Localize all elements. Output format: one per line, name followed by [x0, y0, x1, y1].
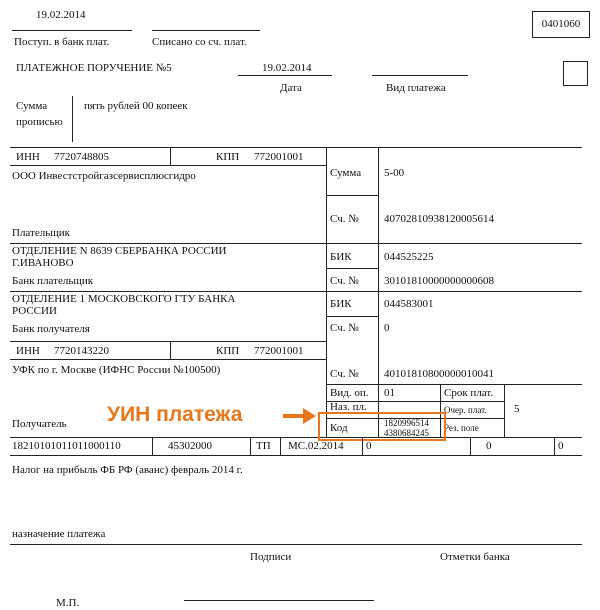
- grid-line: [10, 165, 326, 166]
- payer-bik-label: БИК: [330, 251, 352, 263]
- uin-highlight-box: [318, 412, 446, 441]
- date-line: [238, 75, 332, 76]
- grid-line: [152, 437, 153, 455]
- signatures-label: Подписи: [250, 551, 292, 563]
- op-type-label: Вид. оп.: [330, 387, 369, 399]
- payee-inn: 7720143220: [54, 345, 109, 357]
- basis-field: ТП: [256, 440, 271, 452]
- payee-bik: 044583001: [384, 298, 434, 310]
- payee-bank-account-label: Сч. №: [330, 322, 359, 334]
- grid-line: [326, 384, 582, 385]
- grid-line: [10, 544, 582, 545]
- payment-type-label: Вид платежа: [386, 82, 446, 94]
- payee-bank-name-2: РОССИИ: [12, 305, 57, 317]
- payee-bank-account: 0: [384, 322, 390, 334]
- uin-annotation: УИН платежа: [107, 403, 243, 426]
- payer-kpp: 772001001: [254, 151, 304, 163]
- payee-name: УФК по г. Москве (ИФНС России №100500): [12, 364, 221, 376]
- payee-kpp: 772001001: [254, 345, 304, 357]
- sum-value: 5-00: [384, 167, 405, 179]
- amount-words-label-1: Сумма: [16, 100, 48, 112]
- payer-inn: 7720748805: [54, 151, 109, 163]
- payer-name: ООО Инвестстройгазсервисплюсгидро: [12, 170, 196, 182]
- signature-line: [184, 600, 374, 601]
- queue-value: 5: [514, 403, 520, 415]
- payer-inn-label: ИНН: [16, 151, 40, 163]
- grid-line: [554, 437, 555, 455]
- form-code: 0401060: [541, 18, 581, 30]
- order-date: 19.02.2014: [262, 62, 312, 74]
- payer-bank-name-2: Г.ИВАНОВО: [12, 257, 74, 269]
- payee-inn-label: ИНН: [16, 345, 40, 357]
- payer-bank-label: Банк плательщик: [12, 275, 94, 287]
- amount-words-value: пять рублей 00 копеек: [84, 100, 188, 112]
- status-box: [563, 61, 588, 86]
- debited-line: [152, 30, 260, 31]
- payer-bank-name-1: ОТДЕЛЕНИЕ N 8639 СБЕРБАНКА РОССИИ: [12, 245, 227, 257]
- received-label: Поступ. в банк плат.: [14, 36, 110, 48]
- payer-account-label: Сч. №: [330, 213, 359, 225]
- term-label: Срок плат.: [444, 387, 494, 399]
- doc-date-field: 0: [486, 440, 492, 452]
- payee-account-label: Сч. №: [330, 368, 359, 380]
- doc-number-field: 0: [366, 440, 372, 452]
- grid-line: [10, 147, 582, 148]
- queue-label: Очер. плат.: [444, 405, 487, 415]
- grid-line: [326, 316, 378, 317]
- grid-line: [504, 384, 505, 437]
- oktmo-field: 45302000: [168, 440, 212, 452]
- kbk-field: 18210101011011000110: [12, 440, 121, 452]
- payee-bik-label: БИК: [330, 298, 352, 310]
- arrow-right-icon: [283, 405, 317, 427]
- payer-bank-account-label: Сч. №: [330, 275, 359, 287]
- op-type: 01: [384, 387, 395, 399]
- reserve-label: Рез. поле: [444, 423, 479, 433]
- payer-bank-account: 30101810000000000608: [384, 275, 494, 287]
- purpose-code-label: Наз. пл.: [330, 401, 367, 413]
- grid-line: [10, 437, 582, 438]
- grid-line: [10, 243, 582, 244]
- payee-bank-label: Банк получателя: [12, 323, 90, 335]
- payee-label: Получатель: [12, 418, 67, 430]
- payer-bik: 044525225: [384, 251, 434, 263]
- grid-line: [470, 437, 471, 455]
- grid-line: [250, 437, 251, 455]
- amount-words-label-2: прописью: [16, 116, 63, 128]
- amount-words-divider: [72, 96, 73, 142]
- payee-account: 40101810800000010041: [384, 368, 494, 380]
- grid-line: [170, 341, 171, 359]
- bank-marks-label: Отметки банка: [440, 551, 510, 563]
- payee-bank-name-1: ОТДЕЛЕНИЕ 1 МОСКОВСКОГО ГТУ БАНКА: [12, 293, 236, 305]
- payment-type-line: [372, 75, 468, 76]
- grid-line: [10, 291, 582, 292]
- grid-line: [326, 195, 378, 196]
- payer-label: Плательщик: [12, 227, 70, 239]
- date-label: Дата: [280, 82, 302, 94]
- grid-line: [280, 437, 281, 455]
- uin-line-1: 1820996514: [384, 418, 429, 428]
- received-line: [12, 30, 132, 31]
- grid-line: [10, 455, 582, 456]
- grid-line: [326, 147, 327, 437]
- grid-line: [170, 147, 171, 165]
- sum-label: Сумма: [330, 167, 362, 179]
- grid-line: [326, 268, 378, 269]
- grid-line: [10, 341, 326, 342]
- debited-label: Списано со сч. плат.: [152, 36, 247, 48]
- type-field: 0: [558, 440, 564, 452]
- code-label: Код: [330, 422, 348, 434]
- stamp-label: М.П.: [56, 597, 80, 609]
- receipt-date: 19.02.2014: [36, 9, 86, 21]
- grid-line: [10, 359, 326, 360]
- period-field: МС.02.2014: [288, 440, 344, 452]
- grid-line: [378, 147, 379, 437]
- grid-line: [362, 437, 363, 455]
- purpose-text: Налог на прибыль ФБ РФ (аванс) февраль 2014 г.: [12, 464, 243, 476]
- purpose-label: назначение платежа: [12, 528, 106, 540]
- payer-account: 40702810938120005614: [384, 213, 494, 225]
- form-code-box: [532, 11, 590, 38]
- uin-line-2: 4380684245: [384, 428, 429, 438]
- page-title: ПЛАТЕЖНОЕ ПОРУЧЕНИЕ №5: [16, 62, 172, 74]
- payer-kpp-label: КПП: [216, 151, 240, 163]
- payee-kpp-label: КПП: [216, 345, 240, 357]
